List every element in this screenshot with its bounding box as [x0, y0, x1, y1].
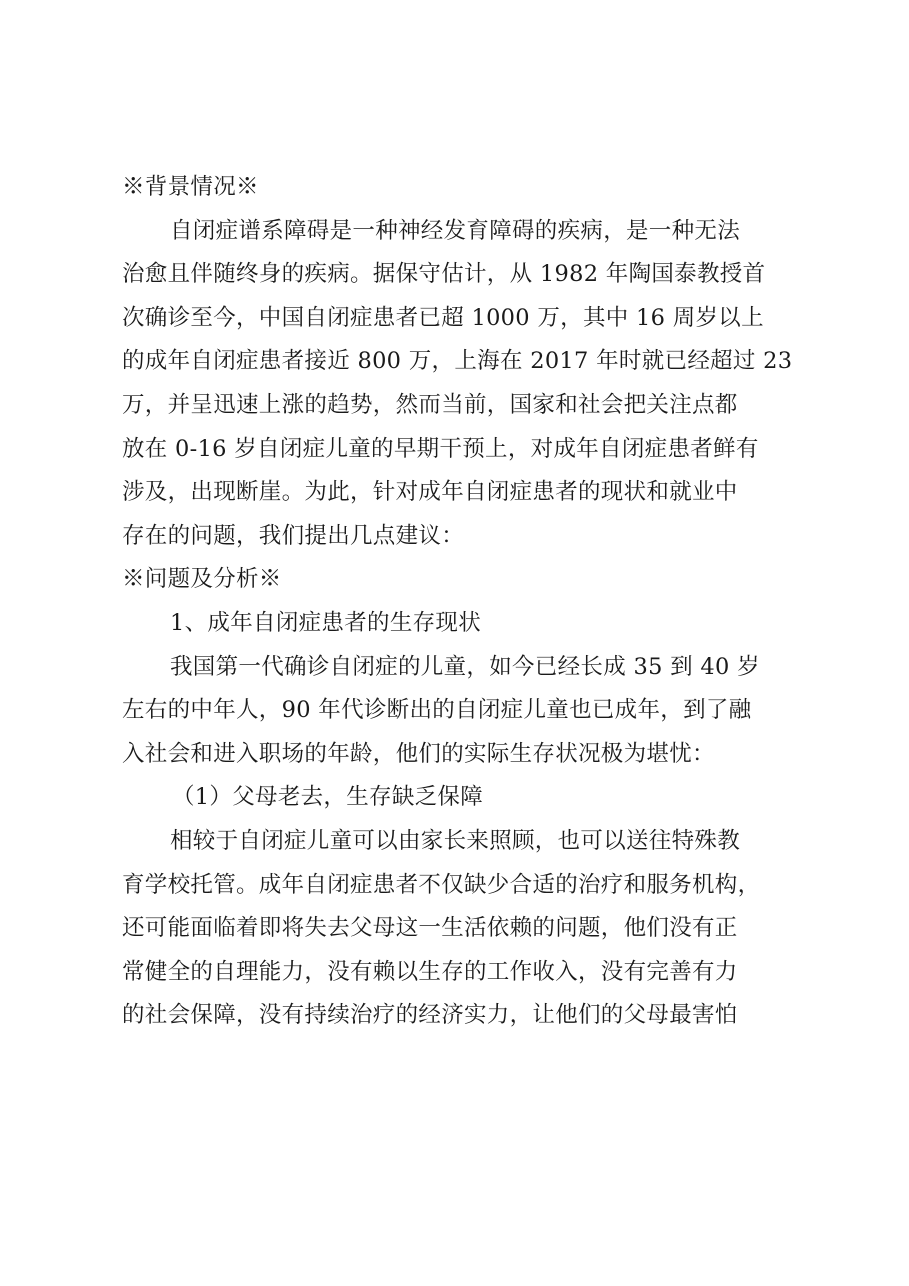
- paragraph-line: 自闭症谱系障碍是一种神经发育障碍的疾病，是一种无法: [170, 217, 741, 244]
- paragraph-line: 相较于自闭症儿童可以由家长来照顾，也可以送往特殊教: [170, 827, 741, 854]
- paragraph-line: 放在 0-16 岁自闭症儿童的早期干预上，对成年自闭症患者鲜有: [122, 435, 759, 462]
- paragraph-first-generation: [122, 646, 802, 777]
- paragraph-line: 的成年自闭症患者接近 800 万，上海在 2017 年时就已经超过 23: [122, 348, 793, 375]
- paragraph-line: 常健全的自理能力，没有赖以生存的工作收入，没有完善有力: [122, 958, 738, 985]
- paragraph-line: 次确诊至今，中国自闭症患者已超 1000 万，其中 16 周岁以上: [122, 304, 764, 331]
- paragraph-line: 入社会和进入职场的年龄，他们的实际生存状况极为堪忧：: [122, 740, 715, 767]
- paragraph-line: 育学校托管。成年自闭症患者不仅缺少合适的治疗和服务机构，: [122, 871, 761, 898]
- paragraph-line: 左右的中年人，90 年代诊断出的自闭症儿童也已成年，到了融: [122, 697, 752, 724]
- paragraph-background: [122, 210, 802, 559]
- paragraph-line: 万，并呈迅速上涨的趋势，然而当前，国家和社会把关注点都: [122, 391, 738, 418]
- section-heading-analysis: ※问题及分析※: [122, 566, 282, 593]
- paragraph-care-comparison: [122, 820, 802, 1038]
- paragraph-line: 存在的问题，我们提出几点建议：: [122, 522, 465, 549]
- paragraph-line: 治愈且伴随终身的疾病。据保守估计，从 1982 年陶国泰教授首: [122, 261, 766, 288]
- paragraph-line: 还可能面临着即将失去父母这一生活依赖的问题，他们没有正: [122, 915, 738, 942]
- paragraph-line: 的社会保障，没有持续治疗的经济实力，让他们的父母最害怕: [122, 1002, 738, 1029]
- paragraph-line: 我国第一代确诊自闭症的儿童，如今已经长成 35 到 40 岁: [170, 653, 760, 680]
- subheading-survival-status: 1、成年自闭症患者的生存现状: [170, 609, 482, 636]
- paragraph-line: 涉及，出现断崖。为此，针对成年自闭症患者的现状和就业中: [122, 479, 738, 506]
- document-body: [122, 166, 802, 1038]
- section-heading-background: ※背景情况※: [122, 174, 259, 200]
- subheading-parents-aging: （1）父母老去，生存缺乏保障: [172, 784, 484, 811]
